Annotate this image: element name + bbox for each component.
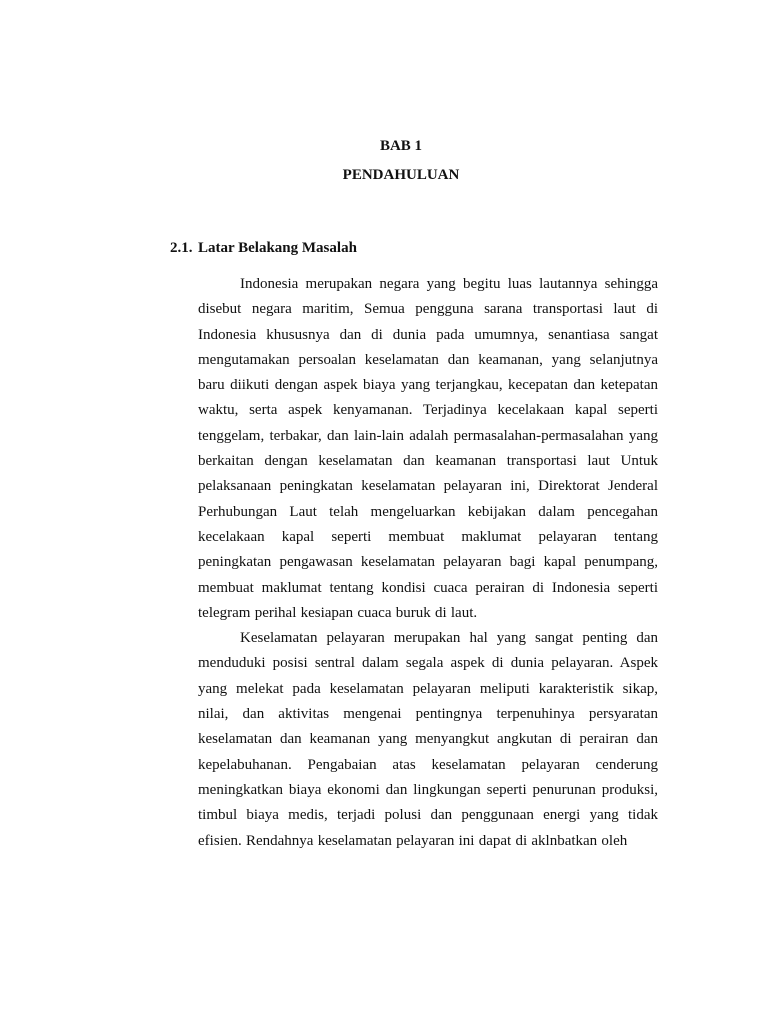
paragraph-1: Indonesia merupakan negara yang begitu luas lautannya sehingga disebut negara maritim, Semua pengguna sarana transportasi laut di Indonesia khususnya dan di dunia pada umumnya, senantiasa sangat mengutamakan persoalan keselamatan dan keamanan, yang selanjutnya baru diikuti dengan aspek biaya yang terjangkau, kecepatan dan ketepatan waktu, serta aspek kenyamanan. Terjadinya kecelakaan kapal seperti tenggelam, terbakar, dan lain-lain adalah permasalahan-permasalahan yang berkaitan dengan keselamatan dan keamanan transportasi laut Untuk pelaksanaan peningkatan keselamatan pelayaran ini, Direktorat Jenderal Perhubungan Laut telah mengeluarkan kebijakan dalam pencegahan kecelakaan kapal seperti membuat maklumat pelayaran tentang peningkatan pengawasan keselamatan pelayaran bagi kapal penumpang, membuat maklumat tentang kondisi cuaca perairan di Indonesia seperti telegram perihal kesiapan cuaca buruk di laut. [198, 276, 658, 621]
chapter-number: BAB 1 [379, 138, 423, 154]
section-title: Latar Belakang Masalah [198, 240, 357, 256]
section-number: 2.1. [170, 240, 193, 256]
paragraph-2: Keselamatan pelayaran merupakan hal yang sangat penting dan menduduki posisi sentral dalam segala aspek di dunia pelayaran. Aspek yang melekat pada keselamatan pelayaran meliputi karakteristik sikap, nilai, dan aktivitas mengenai pentingnya terpenuhinya persyaratan keselamatan dan keamanan yang menyangkut angkutan di perairan dan kepelabuhanan. Pengabaian atas keselamatan pelayaran cenderung meningkatkan biaya ekonomi dan lingkungan seperti penurunan produksi, timbul biaya medis, terjadi polusi dan penggunaan energi yang tidak efisien. Rendahnya keselamatan pelayaran ini dapat di aklnbatkan oleh [198, 630, 658, 849]
chapter-title: PENDAHULUAN [342, 167, 460, 183]
body-text [198, 272, 658, 854]
section-heading [170, 239, 357, 257]
